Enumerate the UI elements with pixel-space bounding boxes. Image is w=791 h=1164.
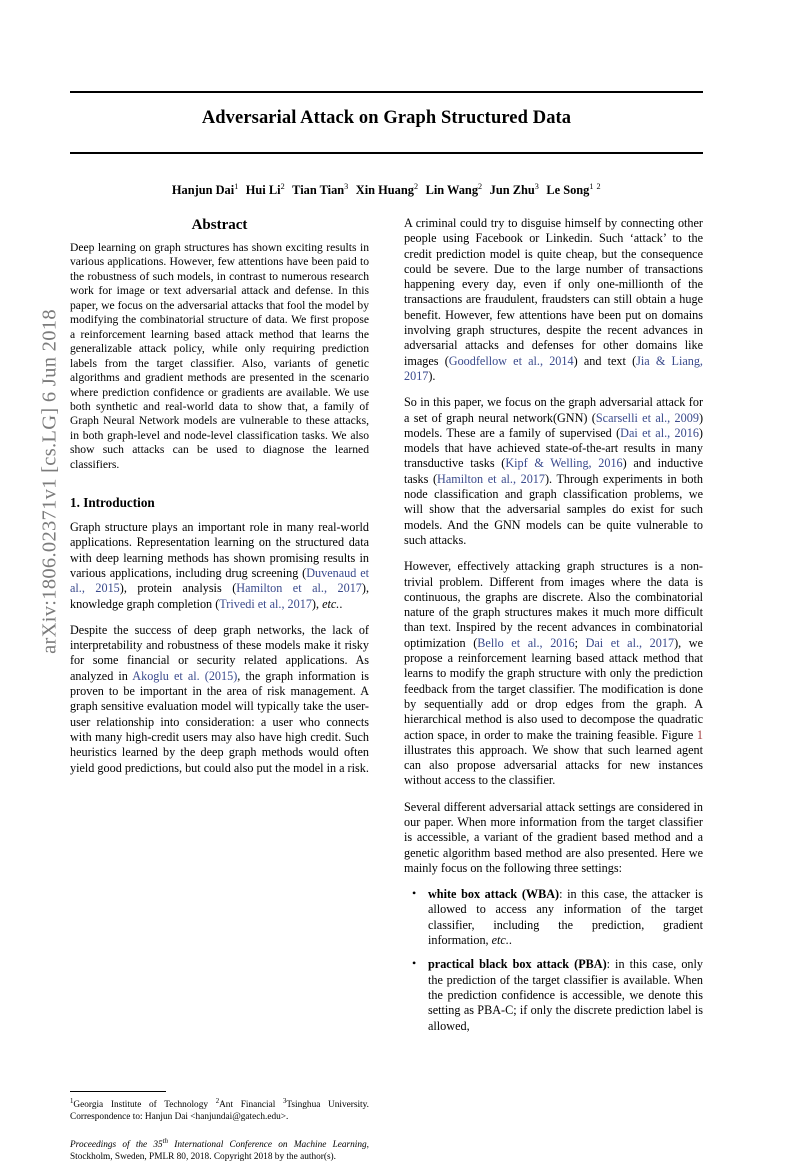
author-name: Le Song — [546, 183, 590, 198]
text-run: Georgia Institute of Technology — [73, 1100, 216, 1111]
text-run: ), protein analysis ( — [119, 581, 237, 596]
citation-link[interactable]: Jia & Liang, 2017 — [404, 353, 703, 383]
author-affiliation: 3 — [344, 182, 349, 191]
bullet-icon: • — [412, 956, 417, 971]
affiliation-footnote — [70, 1096, 369, 1123]
footnote-marker: 3 — [282, 1098, 287, 1105]
list-item — [412, 886, 703, 948]
bullet-icon: • — [412, 886, 417, 901]
citation-link[interactable]: Goodfellow et al., 2014 — [448, 353, 574, 368]
right-paragraph-2 — [404, 395, 703, 548]
setting-label: white box attack (WBA) — [428, 887, 560, 902]
text-run: So in this paper, we focus on the graph adversarial attack for a set of graph neural network(GNN) ( — [404, 395, 703, 425]
text-run: . — [508, 933, 512, 948]
citation-link[interactable]: Duvenaud et al., 2015 — [70, 565, 369, 596]
text-run: illustrates this approach. We show that such learned agent can also propose adversarial attacks for new instances without access to the classifier. — [404, 742, 703, 788]
author-name: Hanjun Dai — [171, 183, 235, 198]
title-rule-top — [70, 91, 703, 93]
text-run: ), knowledge graph completion ( — [70, 581, 369, 611]
page-title: Adversarial Attack on Graph Structured Data — [201, 108, 572, 128]
citation-link[interactable]: Kipf & Welling, 2016 — [505, 456, 623, 471]
author-entry — [292, 183, 349, 197]
text-run: : in this case, the attacker is allowed to access any information of the target classifier, including the prediction, gradient information, — [428, 887, 703, 948]
author-name: Jun Zhu — [489, 183, 535, 198]
text-run: , the graph information is proven to be important in the area of risk management. A graph sensitive evaluation model will typically take the user-user relationship into consideration: a user who connects with many high-credit users may also have high credit. Such heuristics learned by the deep graph methods would often yield good predictions, but could also put the model in a risk. — [70, 668, 369, 775]
author-entry — [490, 183, 540, 197]
figure-reference-link[interactable]: 1 — [696, 727, 703, 742]
text-run-italic: International Conference on Machine Learning — [168, 1140, 367, 1151]
author-entry — [246, 183, 285, 197]
author-entry — [356, 183, 419, 197]
text-run: ) models. These are a family of supervised ( — [404, 410, 703, 440]
text-run: ) models that have achieved state-of-the-art results in many transductive tasks ( — [404, 425, 703, 471]
citation-link[interactable]: Hamilton et al., 2017 — [236, 581, 362, 596]
citation-link[interactable]: Bello et al., 2016 — [477, 635, 575, 650]
right-paragraph-1 — [404, 216, 703, 384]
author-affiliation: 1 — [234, 182, 239, 191]
footnote-marker: 1 — [70, 1098, 74, 1105]
text-run: ), we propose a reinforcement learning based attack method that learns to modify the graph structure with only the prediction feedback from the target classifier. The modification is done by sequentially add or drop edges from the graph. A hierarchical method is also used to decompose the quadratic action space, in order to make the training feasible. Figure — [404, 635, 703, 742]
author-entry — [172, 183, 239, 197]
arxiv-stamp — [0, 0, 60, 1024]
text-run: ), — [311, 596, 323, 611]
setting-label: practical black box attack (PBA) — [428, 957, 607, 972]
citation-link[interactable]: Trivedi et al., 2017 — [219, 596, 312, 611]
text-run: , Stockholm, Sweden, PMLR 80, 2018. Copyright 2018 by the author(s). — [70, 1140, 369, 1162]
author-affiliation: 1 2 — [589, 182, 602, 191]
attack-settings-list — [404, 887, 703, 1034]
author-entry — [426, 183, 483, 197]
text-run: ) and text ( — [573, 353, 637, 368]
right-column — [404, 216, 703, 1033]
author-affiliation: 2 — [478, 182, 483, 191]
author-name: Hui Li — [245, 183, 281, 198]
author-name: Xin Huang — [355, 183, 414, 198]
text-run: A criminal could try to disguise himself by connecting other people using Facebook or Linkedin. Such ‘attack’ to the credit prediction model is quite cheap, but the consequence could be severe. Due to the large number of transactions happening every day, even if only one-millionth of the transactions are fraudulent, fraudsters can still obtain a huge benefit. However, few attentions have been put on domains involving graph structures, despite the recent advances in adversarial attacks and defenses for other domains like images ( — [404, 216, 703, 368]
text-run: : in this case, only the prediction of the target classifier is available. When the prediction confidence is accessible, we denote this setting as PBA-C; if only the discrete prediction label is allowed, — [428, 957, 703, 1033]
text-run: ). — [428, 368, 436, 383]
author-affiliation: 3 — [534, 182, 540, 191]
arxiv-stamp-text: arXiv:1806.02371v1 [cs.LG] 6 Jun 2018 — [38, 309, 61, 654]
title-rule-bottom — [70, 152, 703, 154]
text-run: ; — [574, 635, 586, 650]
text-run: . — [339, 596, 343, 611]
right-paragraph-4: Several different adversarial attack settings are considered in our paper. When more information from the target classifier is accessible, a variant of the gradient based method and a genetic algorithm based method are also presented. Here we mainly focus on the following three settings: — [404, 799, 703, 875]
abstract-heading: Abstract — [191, 217, 248, 233]
footnote-separator — [70, 1091, 166, 1092]
text-run: Ant Financial — [219, 1100, 283, 1111]
text-run-italic: etc. — [322, 596, 340, 611]
text-run: ). Through experiments in both node classification and graph classification problems, we will show that the adversarial samples do exist for such models. And the GNN models can be quite vulnerable to such attacks. — [404, 471, 703, 547]
two-column-body — [70, 216, 703, 1162]
text-run: Despite the success of deep graph networks, the lack of interpretability and robustness of these models make it risky for some financial or security related applications. As analyzed in — [70, 622, 369, 683]
citation-link[interactable]: Dai et al., 2016 — [620, 425, 699, 440]
text-run: However, effectively attacking graph structures is a non-trivial problem. Different from images where the data is continuous, the graphs are discrete. Also the combinatorial nature of the graph structures makes it much more difficult than text. Inspired by the recent advances in combinatorial optimization ( — [404, 559, 703, 650]
intro-paragraph-1 — [70, 520, 369, 612]
abstract-text: Deep learning on graph structures has shown exciting results in various applications. However, few attentions have been paid to the robustness of such models, in contrast to numerous research work for image or text adversarial attack and defense. In this paper, we focus on the adversarial attacks that fool the model by modifying the combinatorial structure of data. We first propose a reinforcement learning based attack method that learns the generalizable attack policy, while only requiring prediction labels from the target classifier. Also, variants of genetic algorithms and gradient methods are presented in the scenario where prediction confidence or gradients are available. We use both synthetic and real-world data to show that, a family of Graph Neural Network models are vulnerable to these attacks, in both graph-level and node-level classification tasks. We also show such attacks can be used to diagnose the learned classifiers. — [70, 241, 369, 471]
ordinal-suffix: th — [162, 1138, 169, 1146]
left-column — [70, 216, 369, 1162]
footnote-block — [70, 1091, 369, 1164]
author-name: Tian Tian — [292, 183, 345, 198]
footnote-marker: 2 — [215, 1098, 220, 1105]
text-run: ) and inductive tasks ( — [404, 456, 703, 486]
text-run-italic: etc. — [491, 933, 509, 948]
text-run: Tsinghua University. Correspondence to: Hanjun Dai <hanjundai@gatech.edu>. — [70, 1100, 369, 1122]
author-affiliation: 2 — [413, 182, 419, 191]
paper-page — [70, 0, 703, 1162]
author-affiliation: 2 — [280, 182, 286, 191]
author-list — [70, 182, 703, 198]
right-paragraph-3 — [404, 559, 703, 788]
section-heading-introduction: 1. Introduction — [70, 495, 155, 511]
citation-link[interactable]: Dai et al., 2017 — [585, 635, 675, 650]
intro-paragraph-2 — [70, 623, 369, 776]
list-item — [412, 956, 703, 1033]
citation-link[interactable]: Scarselli et al., 2009 — [595, 410, 699, 425]
author-entry — [546, 183, 601, 197]
citation-link[interactable]: Hamilton et al., 2017 — [437, 471, 545, 486]
text-run-italic: Proceedings of the 35 — [70, 1140, 163, 1151]
author-name: Lin Wang — [425, 183, 479, 198]
text-run: Graph structure plays an important role in many real-world applications. Representation learning on the structured data with deep learning methods has shown promising results in various applications, including drug screening ( — [70, 520, 369, 580]
citation-link[interactable]: Akoglu et al. (2015) — [132, 668, 238, 683]
proceedings-notice — [70, 1136, 369, 1163]
